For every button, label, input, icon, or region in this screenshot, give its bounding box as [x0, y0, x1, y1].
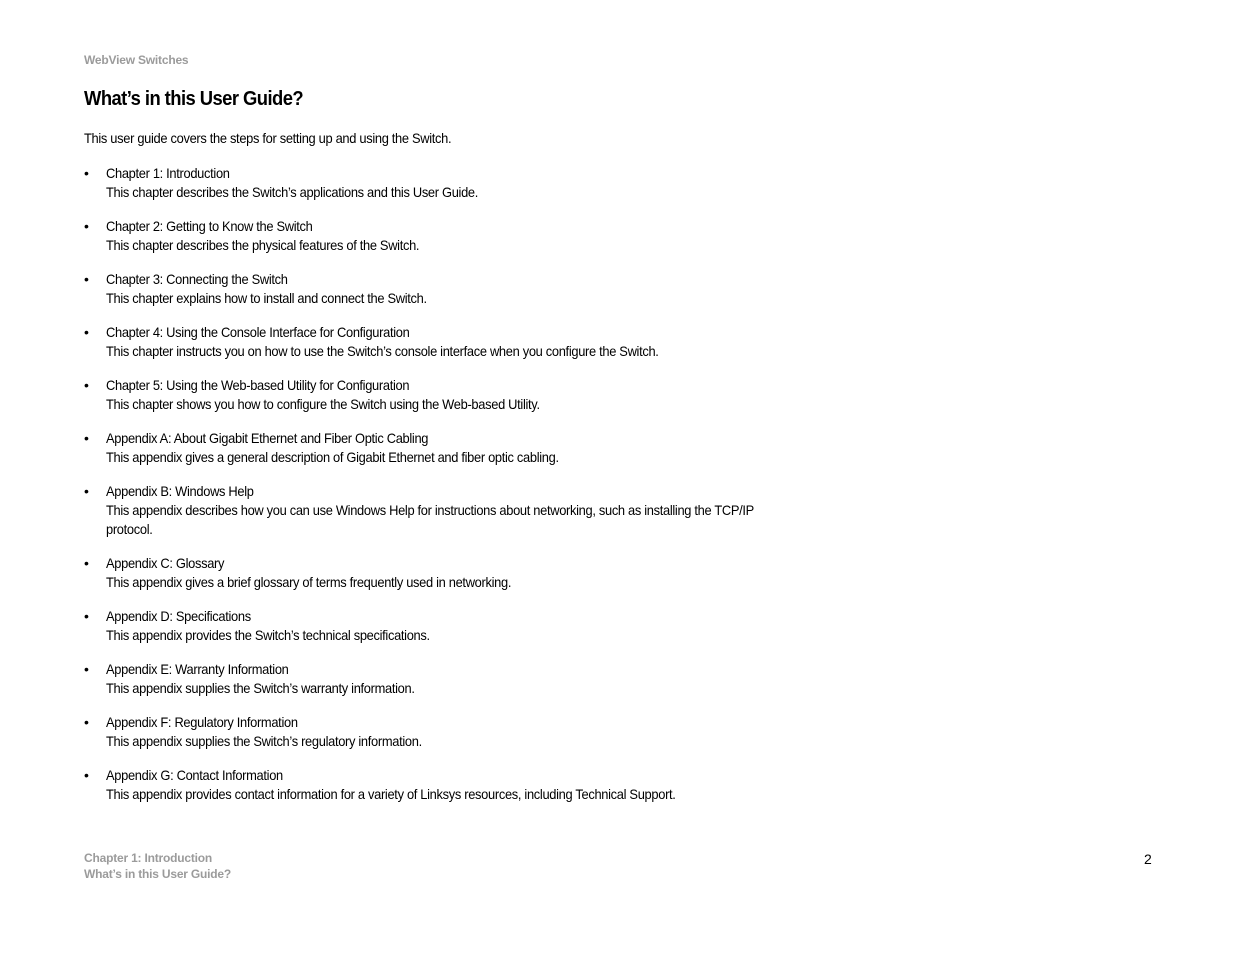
page-number: 2	[1144, 851, 1152, 867]
footer-breadcrumb	[84, 850, 231, 882]
item-title: Appendix G: Contact Information	[106, 767, 283, 783]
item-title: Appendix B: Windows Help	[106, 483, 254, 499]
intro-text: This user guide covers the steps for setting up and using the Switch.	[84, 130, 452, 146]
item-title: Chapter 4: Using the Console Interface for Configuration	[106, 324, 410, 340]
bullet-icon: •	[84, 661, 89, 677]
list-item	[84, 270, 824, 308]
list-item	[84, 660, 824, 698]
item-description: This chapter describes the physical features of the Switch.	[106, 237, 420, 253]
list-item	[84, 554, 824, 592]
bullet-icon: •	[84, 271, 89, 287]
item-description: This appendix gives a general description of Gigabit Ethernet and fiber optic cabling.	[106, 449, 559, 465]
running-header: WebView Switches	[84, 53, 189, 67]
footer-section: What’s in this User Guide?	[84, 867, 232, 881]
chapter-list	[84, 164, 824, 819]
list-item	[84, 607, 824, 645]
bullet-icon: •	[84, 714, 89, 730]
item-description: This appendix supplies the Switch’s warranty information.	[106, 680, 415, 696]
list-item	[84, 217, 824, 255]
list-item	[84, 323, 824, 361]
bullet-icon: •	[84, 555, 89, 571]
bullet-icon: •	[84, 218, 89, 234]
list-item	[84, 766, 824, 804]
bullet-icon: •	[84, 608, 89, 624]
bullet-icon: •	[84, 324, 89, 340]
item-title: Appendix E: Warranty Information	[106, 661, 289, 677]
item-title: Appendix D: Specifications	[106, 608, 251, 624]
item-title: Chapter 1: Introduction	[106, 165, 230, 181]
page-title: What’s in this User Guide?	[84, 88, 304, 110]
item-description: This appendix supplies the Switch’s regulatory information.	[106, 733, 422, 749]
bullet-icon: •	[84, 377, 89, 393]
item-description: This appendix describes how you can use Windows Help for instructions about networking, such as installing the TCP/IP protocol.	[106, 502, 754, 537]
item-description: This chapter describes the Switch’s applications and this User Guide.	[106, 184, 479, 200]
bullet-icon: •	[84, 767, 89, 783]
list-item	[84, 713, 824, 751]
list-item	[84, 429, 824, 467]
item-description: This appendix provides the Switch’s technical specifications.	[106, 627, 430, 643]
item-title: Chapter 3: Connecting the Switch	[106, 271, 288, 287]
item-description: This appendix gives a brief glossary of terms frequently used in networking.	[106, 574, 512, 590]
item-title: Chapter 2: Getting to Know the Switch	[106, 218, 313, 234]
item-description: This chapter explains how to install and connect the Switch.	[106, 290, 427, 306]
list-item	[84, 164, 824, 202]
list-item	[84, 376, 824, 414]
footer-chapter: Chapter 1: Introduction	[84, 851, 213, 865]
bullet-icon: •	[84, 483, 89, 499]
list-item	[84, 482, 824, 539]
item-description: This chapter shows you how to configure the Switch using the Web-based Utility.	[106, 396, 540, 412]
item-title: Appendix A: About Gigabit Ethernet and Fiber Optic Cabling	[106, 430, 429, 446]
bullet-icon: •	[84, 165, 89, 181]
item-description: This appendix provides contact information for a variety of Linksys resources, including Technical Support.	[106, 786, 676, 802]
bullet-icon: •	[84, 430, 89, 446]
item-title: Appendix C: Glossary	[106, 555, 225, 571]
item-title: Chapter 5: Using the Web-based Utility for Configuration	[106, 377, 410, 393]
item-title: Appendix F: Regulatory Information	[106, 714, 298, 730]
item-description: This chapter instructs you on how to use the Switch’s console interface when you configure the Switch.	[106, 343, 659, 359]
